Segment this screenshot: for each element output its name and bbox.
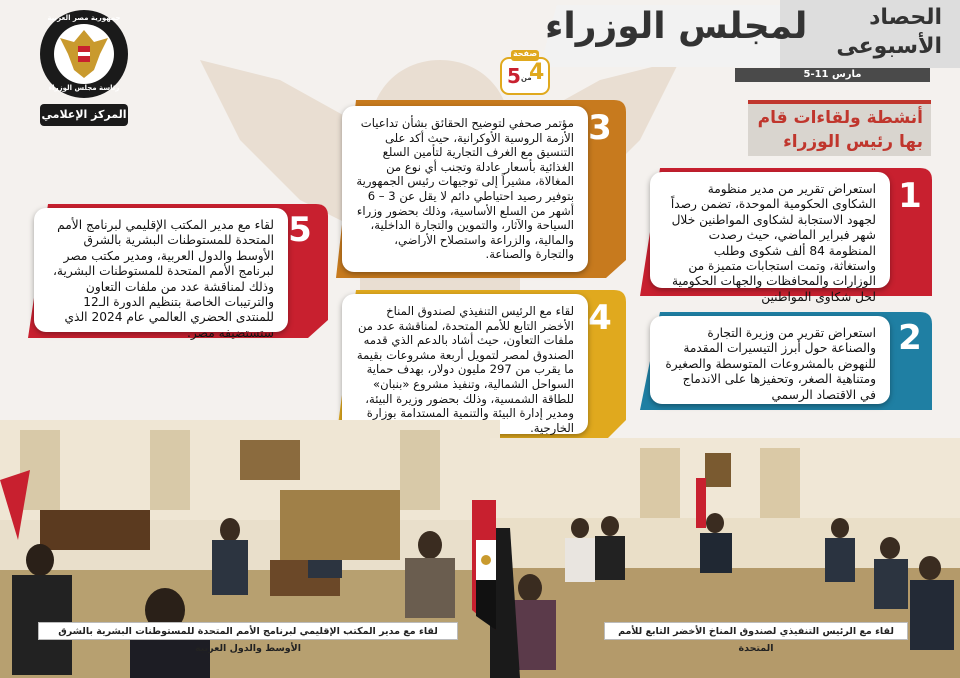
- activity-3-text: مؤتمر صحفي لتوضيح الحقائق بشأن تداعيات الأزمة الروسية الأوكرانية، حيث أكد على التنسيق مع الغرف التجارية لتأمين السلع الغذائية بأسعار عادلة وتجنب أي نوع من المغالاة، مشيراً إلى توجيهات رئيس الجمهورية بتوفير رصيد احتياطي دائم لا يقل عن 3 – 6 أشهر من السلع الأساسية، وذلك بحضور وزراء السياحة والآثار، والتموين والتجارة الداخلية، والمالية، والزراعة واستصلاح الأراضي، والتجارة والصناعة.: [356, 116, 574, 262]
- activity-4-card: [342, 294, 588, 434]
- egypt-flag-ribbon: [462, 500, 502, 630]
- activity-2-number: 2: [898, 318, 922, 358]
- page-label: صفحة: [512, 49, 538, 58]
- activity-4-text: لقاء مع الرئيس التنفيذي لصندوق المناخ الأخضر التابع للأمم المتحدة، لمناقشة عدد من ملفات التعاون، حيث أشاد بالدعم الذي قدمه الصندوق لمصر لتمويل أربعة مشروعات بقيمة ما يقرب من 297 مليون دولار، بهدف حماية السواحل الشمالية، وتنفيذ مشروع «بنبان» للطاقة الشمسية، وذلك بحضور وزيرة البيئة، ومدير إدارة البيئة والتنمية المستدامة بوزارة الخارجية.: [356, 304, 574, 435]
- page-of: من: [521, 74, 532, 82]
- activity-5-card: [34, 208, 288, 340]
- date-range: 5-11 مارس: [735, 68, 930, 82]
- photo-caption-left: لقاء مع مدير المكتب الإقليمي لبرنامج الأمم المتحدة للمستوطنات البشرية بالشرق الأوسط والدول العربية: [38, 622, 458, 640]
- page-subtitle-line1: الحصاد: [869, 5, 942, 30]
- meeting-photo-right-scene: [490, 438, 960, 678]
- section-title: [748, 100, 931, 156]
- activity-1-card: [650, 172, 890, 304]
- activity-1-text: استعراض تقرير من مدير منظومة الشكاوى الحكومية الموحدة، تضمن رصداً لجهود الاستجابة لشكاوى المواطنين خلال شهر فبراير الماضي، حيث رصدت المنظومة 84 ألف شكوى وطلب واستغاثة، وتمت استجابات متميزة من الوزارات والمحافظات والجهات الحكومية لحل شكاوى المواطنين: [670, 182, 876, 304]
- page-title: لمجلس الوزراء: [545, 6, 808, 47]
- activity-1-number: 1: [898, 176, 922, 216]
- photo-caption-right: لقاء مع الرئيس التنفيذي لصندوق المناخ الأخضر التابع للأمم المتحدة: [604, 622, 908, 640]
- activity-5-number: 5: [288, 210, 312, 250]
- page-badge: [497, 48, 553, 96]
- section-title-line2: بها رئيس الوزراء: [783, 132, 923, 152]
- activity-2-card: [650, 316, 890, 404]
- logo-bottom-text: المركز الإعلامي: [41, 108, 127, 121]
- page-total: 5: [507, 64, 521, 88]
- logo-top-text: جمهورية مصر العربية: [47, 14, 121, 22]
- activity-5-text: لقاء مع مدير المكتب الإقليمي لبرنامج الأمم المتحدة للمستوطنات البشرية بالشرق الأوسط والدول العربية، ومدير مكتب مصر لبرنامج الأمم المتحدة للمستوطنات البشرية، وذلك لمناقشة عدد من ملفات التعاون والترتيبات الخاصة بتنظيم الدورة الـ12 للمنتدى الحضري العالمي عام 2024 الذي ستستضيفه مصر.: [53, 218, 274, 340]
- activity-2-text: استعراض تقرير من وزيرة التجارة والصناعة حول أبرز التيسيرات المقدمة للنهوض بالمشروعات المتوسطة والصغيرة ومتناهية الصغر، وتحفيزها على الاندماج في الاقتصاد الرسمي: [665, 326, 876, 402]
- meeting-photo-right: [490, 438, 960, 678]
- activity-3-number: 3: [588, 108, 612, 148]
- media-center-logo: [38, 8, 130, 128]
- header: [0, 0, 960, 86]
- logo-middle-text: رئاسة مجلس الوزراء: [48, 84, 120, 92]
- section-title-line1: أنشطة ولقاءات قام: [757, 108, 923, 128]
- activity-3-card: [342, 106, 588, 272]
- activity-4-number: 4: [588, 298, 612, 338]
- page-subtitle-line2: الأسبوعى: [836, 34, 942, 59]
- page-current: 4: [529, 60, 545, 85]
